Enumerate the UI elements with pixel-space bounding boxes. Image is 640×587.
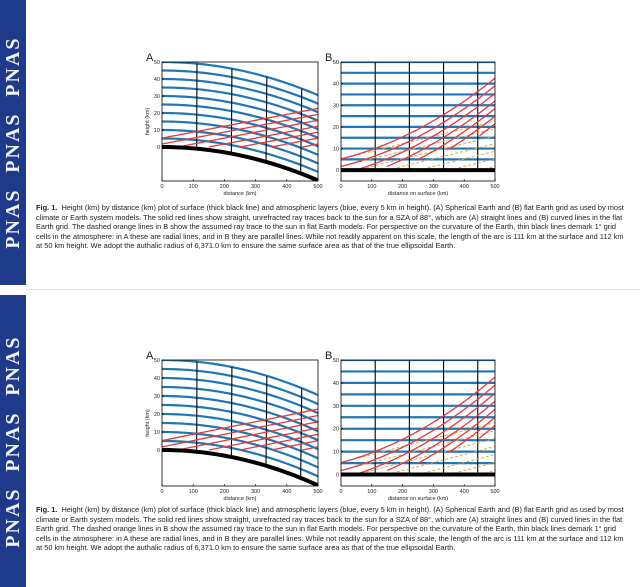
panel-label: A [146, 52, 154, 64]
y-axis-label: height (km) [145, 107, 151, 136]
x-tick-label: 400 [282, 184, 292, 190]
x-tick-label: 300 [428, 489, 438, 495]
chart-panel-b [295, 52, 515, 197]
grid-cell-line [266, 77, 267, 162]
grid-cell-line [301, 388, 302, 478]
y-tick-label: 10 [153, 128, 160, 134]
x-tick-label: 400 [459, 489, 469, 495]
grid-cell-line [231, 367, 232, 457]
x-tick-label: 200 [398, 489, 408, 495]
ray-trace-line [326, 350, 515, 474]
journal-logo: PNASPNASPNAS [1, 334, 24, 548]
flat-ray-trace [418, 52, 515, 170]
y-tick-label: 50 [332, 358, 339, 364]
flat-ray-trace [387, 52, 515, 170]
x-tick-label: 100 [367, 184, 377, 190]
chart-panel-b [295, 350, 515, 502]
y-axis-label: height (km) [145, 409, 151, 437]
x-axis-label: distance on surface (km) [387, 496, 449, 502]
x-tick-label: 500 [490, 489, 500, 495]
x-tick-label: 0 [339, 184, 343, 190]
y-tick-label: 30 [153, 394, 160, 400]
y-tick-label: 50 [332, 60, 339, 66]
flat-ray-trace [480, 350, 515, 475]
x-axis-label: distance (km) [223, 496, 257, 502]
figure-1-chart [140, 52, 515, 197]
ray-trace-line [326, 52, 515, 170]
panel-label: B [325, 52, 333, 64]
journal-side-banner [0, 295, 26, 587]
x-tick-label: 300 [428, 184, 438, 190]
plot-frame [341, 360, 495, 486]
flat-ray-trace [326, 52, 515, 170]
figure-caption: Fig. 1. Height (km) by distance (km) plot of surface (thick black line) and atmospheric layers (blue, every 5 km in height). (A) Spherical Earth and (B) flat Earth grid as used by most climate or Earth system models. The solid red lines show straight, unrefracted ray traces back to the sun for a SZA of 88°, which are (A) straight lines and (B) curved lines in the flat Earth grid. The dashed orange lines in B show the assumed ray trace to the sun in flat Earth models. For perspective on the curvature of the Earth, thin black lines demark 1° grid cells in the atmosphere: in A these are radial lines, and in B they are parallel lines. While not readily apparent on this scale, the length of the arc is 111 km at the surface and 112 km at 50 km height. We adopt the authalic radius of 6,371.0 km to ensure the same surface area as that of the true ellipsoidal Earth. [36, 203, 624, 251]
flat-ray-trace [480, 52, 515, 170]
grid-cell-line [231, 69, 232, 154]
panel-label: A [146, 350, 154, 362]
plot-frame [341, 62, 495, 181]
x-axis-label: distance (km) [223, 191, 257, 197]
flat-ray-trace [387, 350, 515, 475]
grid-cell-line [266, 376, 267, 466]
figure-1-chart [140, 350, 515, 502]
x-tick-label: 100 [367, 489, 377, 495]
y-tick-label: 40 [153, 77, 160, 83]
x-tick-label: 0 [339, 489, 343, 495]
x-tick-label: 200 [219, 489, 229, 495]
journal-side-banner [0, 0, 26, 285]
x-tick-label: 100 [188, 489, 198, 495]
figure-caption: Fig. 1. Height (km) by distance (km) plot of surface (thick black line) and atmospheric layers (blue, every 5 km in height). (A) Spherical Earth and (B) flat Earth grid as used by most climate or Earth system models. The solid red lines show straight, unrefracted ray traces back to the sun for a SZA of 88°, which are (A) straight lines and (B) curved lines in the flat Earth grid. The dashed orange lines in B show the assumed ray trace to the sun in flat Earth models. For perspective on the curvature of the Earth, thin black lines demark 1° grid cells in the atmosphere: in A these are radial lines, and in B they are parallel lines. While not readily apparent on this scale, the length of the arc is 111 km at the surface and 112 km at 50 km height. We adopt the authalic radius of 6,371.0 km to ensure the same surface area as that of the true ellipsoidal Earth. [36, 505, 624, 553]
y-tick-label: 0 [156, 145, 160, 151]
x-tick-label: 500 [313, 184, 323, 190]
y-tick-label: 20 [332, 124, 339, 131]
panel-label: B [325, 350, 333, 362]
y-tick-label: 30 [153, 94, 160, 100]
y-tick-label: 10 [332, 146, 339, 153]
x-tick-label: 0 [160, 489, 164, 495]
flat-ray-trace [418, 350, 515, 475]
y-tick-label: 0 [156, 448, 160, 454]
y-tick-label: 40 [332, 81, 339, 88]
y-tick-label: 30 [332, 403, 339, 410]
y-tick-label: 20 [153, 111, 160, 117]
x-tick-label: 100 [188, 184, 198, 190]
y-tick-label: 10 [153, 430, 160, 436]
x-tick-label: 300 [251, 489, 261, 495]
page-divider [26, 289, 640, 290]
y-tick-label: 0 [335, 168, 339, 175]
y-tick-label: 40 [153, 376, 160, 382]
y-tick-label: 30 [332, 103, 339, 110]
y-tick-label: 0 [335, 472, 339, 479]
x-tick-label: 200 [219, 184, 229, 190]
y-tick-label: 20 [332, 426, 339, 433]
x-tick-label: 500 [313, 489, 323, 495]
x-tick-label: 300 [251, 184, 261, 190]
y-tick-label: 50 [153, 358, 160, 364]
y-tick-label: 10 [332, 449, 339, 456]
x-tick-label: 200 [398, 184, 408, 190]
x-axis-label: distance on surface (km) [387, 191, 449, 197]
y-tick-label: 40 [332, 380, 339, 387]
chart-panel-a [140, 350, 515, 502]
grid-cell-line [301, 89, 302, 174]
journal-logo: PNASPNASPNAS [1, 36, 24, 249]
y-tick-label: 20 [153, 412, 160, 418]
y-tick-label: 50 [153, 60, 160, 66]
x-tick-label: 400 [459, 184, 469, 190]
x-tick-label: 400 [282, 489, 292, 495]
x-tick-label: 0 [160, 184, 164, 190]
x-tick-label: 500 [490, 184, 500, 190]
flat-ray-trace [326, 350, 515, 475]
